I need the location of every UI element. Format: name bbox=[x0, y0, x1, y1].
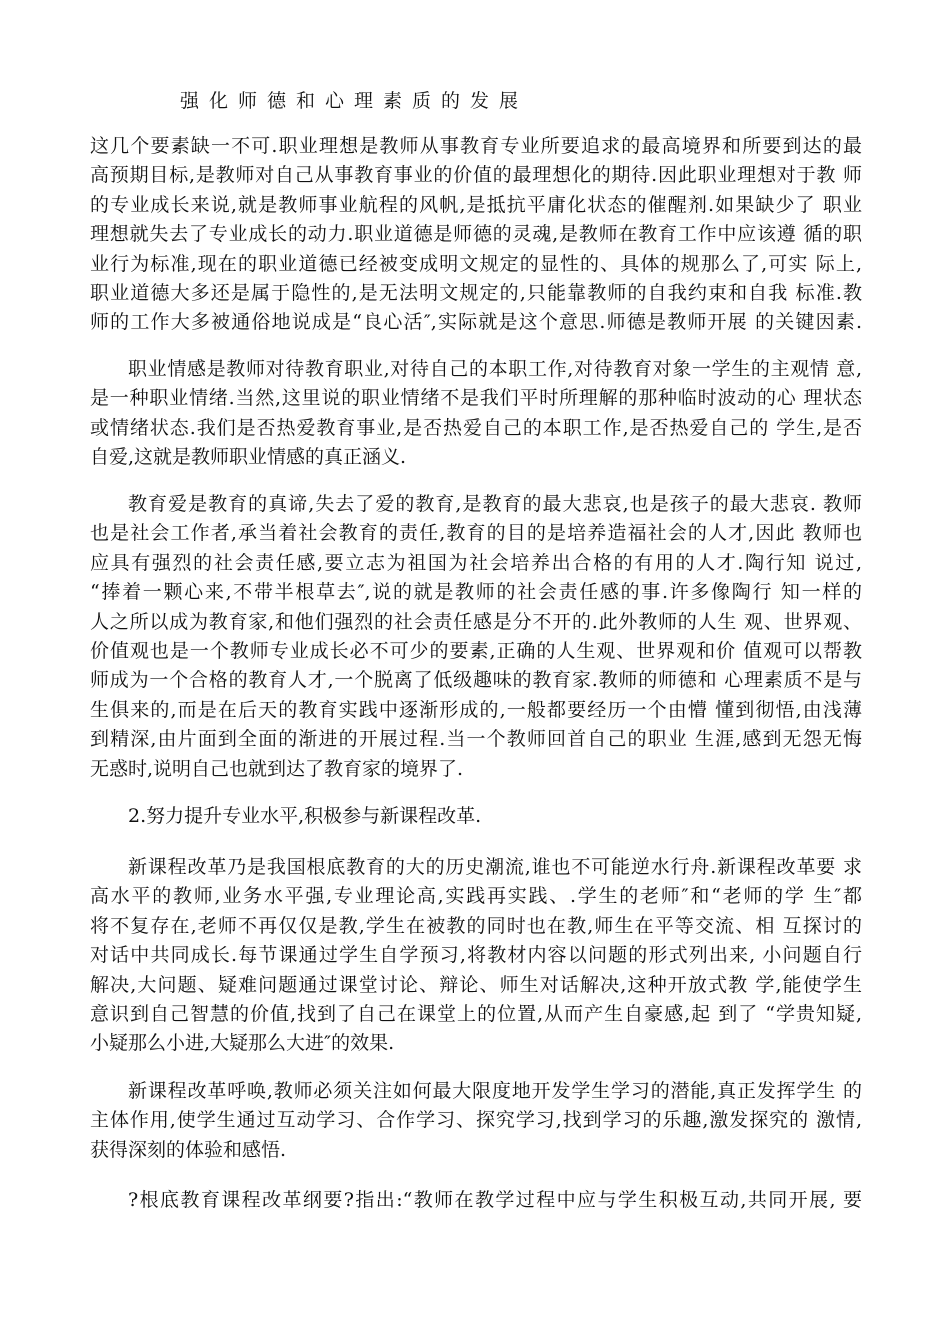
text-line: 人之所以成为教育家,和他们强烈的社会责任感是分不开的.此外教师的人生 观、世界观、 bbox=[90, 610, 862, 633]
paragraph-6 bbox=[90, 1077, 862, 1165]
text-line: 无惑时,说明自己也就到达了教育家的境界了. bbox=[90, 757, 464, 780]
paragraph-4 bbox=[90, 802, 862, 831]
text-line: 2.努力提升专业水平,积极参与新课程改革. bbox=[128, 805, 482, 827]
text-line: 职业道德大多还是属于隐性的,是无法明文规定的,只能靠教师的自我约束和自我 标准.教 bbox=[90, 281, 862, 304]
text-line: 价值观也是一个教师专业成长必不可少的要素,正确的人生观、世界观和价 值观可以帮教 bbox=[90, 639, 862, 662]
text-line: 到精深,由片面到全面的渐进的开展过程.当一个教师回首自己的职业 生涯,感到无怨无悔 bbox=[90, 728, 862, 751]
paragraph-3 bbox=[90, 490, 862, 784]
text-line: 对话中共同成长.每节课通过学生自学预习,将教材内容以问题的形式列出来, 小问题自行 bbox=[90, 944, 862, 967]
text-line: 理想就失去了专业成长的动力.职业道德是师德的灵魂,是教师在教育工作中应该遵 循的职 bbox=[90, 223, 862, 246]
text-line: 也是社会工作者,承当着社会教育的责任,教育的目的是培养造福社会的人才,因此 教师也 bbox=[90, 522, 862, 545]
text-line: 新课程改革乃是我国根底教育的大的历史潮流,谁也不可能逆水行舟.新课程改革要 求 bbox=[128, 856, 862, 878]
text-line: 高水平的教师,业务水平强,专业理论高,实践再实践、.学生的老师″和“老师的学 生″都 bbox=[90, 885, 862, 908]
text-line: 师的工作大多被通俗地说成是“良心活″,实际就是这个意思.师德是教师开展 的关键因素. bbox=[90, 311, 862, 334]
text-line: 业行为标准,现在的职业道德已经被变成明文规定的显性的、具体的规那么了,可实 际上, bbox=[90, 252, 862, 275]
section-heading: 强化师德和心理素质的发展 bbox=[180, 90, 529, 112]
text-line: 生俱来的,而是在后天的教育实践中逐渐形成的,一般都要经历一个由懵 懂到彻悟,由浅薄 bbox=[90, 698, 862, 721]
text-line: 师成为一个合格的教育人才,一个脱离了低级趣味的教育家.教师的师德和 心理素质不是与 bbox=[90, 669, 862, 692]
text-line: 是一种职业情绪.当然,这里说的职业情绪不是我们平时所理解的那种临时波动的心 理状态 bbox=[90, 387, 862, 410]
text-line: 这几个要素缺一不可.职业理想是教师从事教育专业所要追求的最高境界和所要到达的最 bbox=[90, 135, 862, 157]
paragraph-1 bbox=[90, 132, 862, 338]
text-line: 主体作用,使学生通过互动学习、合作学习、探究学习,找到学习的乐趣,激发探究的 激情, bbox=[90, 1109, 862, 1132]
text-line: 小疑那么小进,大疑那么大进″的效果. bbox=[90, 1032, 395, 1055]
text-line: 教育爱是教育的真谛,失去了爱的教育,是教育的最大悲哀,也是孩子的最大悲哀. 教师 bbox=[128, 493, 862, 515]
text-line: 高预期目标,是教师对自己从事教育事业的价值的最理想化的期待.因此职业理想对于教 师 bbox=[90, 164, 862, 187]
paragraph-2 bbox=[90, 355, 862, 473]
text-line: 意识到自己智慧的价值,找到了自己在课堂上的位置,从而产生自豪感,起 到了 “学贵知疑, bbox=[90, 1002, 862, 1025]
text-line: 获得深刻的体验和感悟. bbox=[90, 1138, 287, 1161]
text-line: 的专业成长来说,就是教师事业航程的风帆,是抵抗平庸化状态的催醒剂.如果缺少了 职业 bbox=[90, 193, 862, 216]
text-line: 解决,大问题、疑难问题通过课堂讨论、辩论、师生对话解决,这种开放式教 学,能使学生 bbox=[90, 973, 862, 996]
paragraph-5 bbox=[90, 853, 862, 1059]
text-line: 自爱,这就是教师职业情感的真正涵义. bbox=[90, 446, 407, 469]
text-line: 职业情感是教师对待教育职业,对待自己的本职工作,对待教育对象一学生的主观情 意, bbox=[128, 358, 862, 380]
text-line: ?根底教育课程改革纲要?指出:“教师在教学过程中应与学生积极互动,共同开展, 要 bbox=[128, 1189, 862, 1211]
text-line: “捧着一颗心来,不带半根草去″,说的就是教师的社会责任感的事.许多像陶行 知一样的 bbox=[90, 581, 862, 604]
text-line: 应具有强烈的社会责任感,要立志为祖国为社会培养出合格的有用的人才.陶行知 说过, bbox=[90, 551, 862, 574]
text-line: 新课程改革呼唤,教师必须关注如何最大限度地开发学生学习的潜能,真正发挥学生 的 bbox=[128, 1080, 862, 1102]
text-line: 或情绪状态.我们是否热爱教育事业,是否热爱自己的本职工作,是否热爱自己的 学生,是否 bbox=[90, 416, 862, 439]
text-line: 将不复存在,老师不再仅仅是教,学生在被教的同时也在教,师生在平等交流、相 互探讨的 bbox=[90, 914, 862, 937]
paragraph-7 bbox=[90, 1186, 862, 1215]
